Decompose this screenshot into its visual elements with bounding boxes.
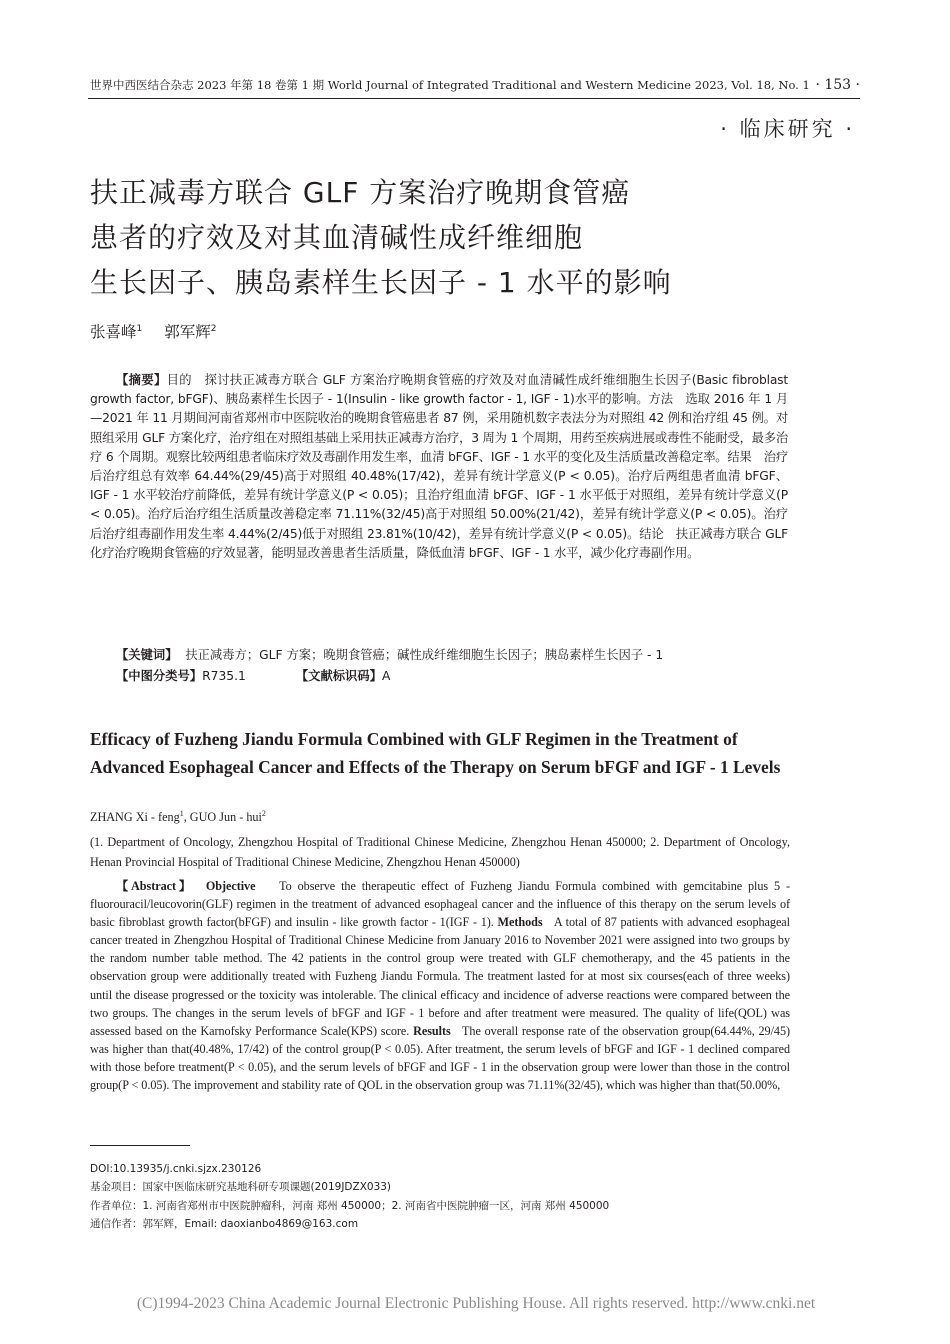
author-name: GUO Jun - hui [189, 810, 262, 825]
abstract-label: 【Abstract】 [116, 879, 194, 893]
chinese-title [90, 170, 870, 305]
header-divider [88, 98, 860, 99]
objective-text: To observe the therapeutic effect of Fuzheng Jiandu Formula combined with gemcitabine plus 5 - fluorouracil/leucovorin(GLF) regimen in the treatment of advanced esophageal cancer and the influence of this therapy on the serum levels of basic fibroblast growth factor(bFGF) and insulin - like growth factor - 1(IGF - 1). [90, 879, 790, 930]
author-name: ZHANG Xi - feng [90, 810, 180, 825]
english-title: Efficacy of Fuzheng Jiandu Formula Combined with GLF Regimen in the Treatment of Advanced Esophageal Cancer and Effects of the Therapy on Serum bFGF and IGF - 1 Levels [90, 729, 781, 777]
chinese-authors [90, 320, 217, 342]
fund-note: 基金项目：国家中医临床研究基地科研专项课题(2019JDZX033) [90, 1181, 392, 1194]
chinese-keywords [116, 646, 816, 665]
abstract-label: 【摘要】 [116, 373, 167, 387]
english-authors: ZHANG Xi - feng$^1$, GUO Jun - hui$^2$ [90, 809, 266, 825]
chinese-title-line: 患者的疗效及对其血清碱性成纤维细胞 [90, 221, 584, 254]
methods-label: Methods [497, 915, 543, 930]
classification-row [116, 667, 816, 686]
author-name: 郭军辉 [164, 323, 211, 341]
doc-code-label: 【文献标识码】 [295, 669, 382, 683]
footnotes [90, 1160, 790, 1233]
chinese-title-line: 扶正减毒方联合 GLF 方案治疗晚期食管癌 [90, 176, 631, 209]
english-abstract [90, 877, 790, 1094]
english-affiliations: (1. Department of Oncology, Zhengzhou Hospital of Traditional Chinese Medicine, Zhengzhou Henan 450000; 2. Department of Oncology, Henan Provincial Hospital of Traditional Chinese Medicine, Zhengzhou Henan 450000) [90, 835, 790, 869]
objective-label: Objective [205, 879, 256, 893]
results-text: The overall response rate of the observation group(64.44%, 29/45) was higher than that(40.48%, 17/42) of the control group(P < 0.05). After treatment, the serum levels of bFGF and IGF - 1 declined compared with those before treatment(P < 0.05), and the serum levels of bFGF and IGF - 1 in the observation group were lower than those in the control group(P < 0.05). The improvement and stability rate of QOL in the observation group was 71.11%(32/45), which was higher than that(50.00%, [90, 1023, 791, 1093]
abstract-text: 目的 探讨扶正减毒方联合 GLF 方案治疗晚期食管癌的疗效及对血清碱性成纤维细胞生长因子(Basic fibroblast growth factor, bFGF)、胰岛素样生长因子 - 1(Insulin - like growth factor - 1, IGF - 1)水平的影响。方法 选取 2016 年 1 月—2021 年 11 月期间河南省郑州市中医院收治的晚期食管癌患者 87 例，采用随机数字表法分为对照组 42 例和治疗组 45 例。对照组采用 GLF 方案化疗，治疗组在对照组基础上采用扶正减毒方治疗，3 周为 1 个周期，用药至疾病进展或毒性不能耐受，最多治疗 6 个周期。观察比较两组患者临床疗效及毒副作用发生率，血清 bFGF、IGF - 1 水平的变化及生活质量改善稳定率。结果 治疗后治疗组总有效率 64.44%(29/45)高于对照组 40.48%(17/42)，差异有统计学意义(P < 0.05)。治疗后两组患者血清 bFGF、IGF - 1 水平较治疗前降低，差异有统计学意义(P < 0.05)；且治疗组血清 bFGF、IGF - 1 水平低于对照组，差异有统计学意义(P < 0.05)。治疗后治疗组生活质量改善稳定率 71.11%(32/45)高于对照组 50.00%(21/42)，差异有统计学意义(P < 0.05)。治疗后治疗组毒副作用发生率 4.44%(2/45)低于对照组 23.81%(10/42)，差异有统计学意义(P < 0.05)。结论 扶正减毒方联合 GLF 化疗治疗晚期食管癌的疗效显著，能明显改善患者生活质量，降低血清 bFGF、IGF - 1 水平，减少化疗毒副作用。 [90, 373, 788, 560]
doi: DOI:10.13935/j.cnki.sjzx.230126 [90, 1163, 262, 1175]
author-affiliation-mark: 1 [179, 809, 184, 818]
chinese-title-line: 生长因子、胰岛素样生长因子 - 1 水平的影响 [90, 266, 672, 299]
footnote-divider [90, 1145, 190, 1146]
journal-citation: 世界中西医结合杂志 2023 年第 18 卷第 1 期 World Journal of Integrated Traditional and Western Medicine 2023, Vol. 18, No. 1 [90, 78, 810, 92]
clc-label: 【中图分类号】 [116, 669, 203, 683]
running-header [90, 74, 860, 96]
section-label: · 临床研究 · [720, 117, 855, 141]
author-units: 作者单位：1. 河南省郑州市中医院肿瘤科，河南 郑州 450000；2. 河南省中医院肿瘤一区，河南 郑州 450000 [90, 1199, 610, 1212]
chinese-abstract [90, 371, 788, 563]
copyright-watermark: (C)1994-2023 China Academic Journal Electronic Publishing House. All rights reserved. http://www.cnki.net [136, 1295, 816, 1312]
keywords-label: 【关键词】 [116, 648, 178, 662]
author-affiliation-mark: 2 [261, 809, 266, 818]
author-name: 张喜峰 [90, 323, 137, 341]
clc-value: R735.1 [202, 669, 246, 683]
author-affiliation-mark: 2 [210, 323, 217, 334]
methods-text: A total of 87 patients with advanced esophageal cancer treated in Zhengzhou Hospital of Traditional Chinese Medicine from January 2016 to November 2021 were assigned into two groups by the random number table method. The 42 patients in the control group were treated with GLF chemotherapy, and the 45 patients in the observation group were additionally treated with Fuzheng Jiandu Formula. The treatment lasted for at most six courses(each of three weeks) until the disease progressed or the toxicity was intolerable. The clinical efficacy and incidence of adverse reactions were compared between the two groups. The changes in the serum levels of bFGF and IGF - 1 before and after treatment were measured. The quality of life(QOL) was assessed based on the Karnofsky Performance Scale(KPS) score. [90, 915, 791, 1038]
author-affiliation-mark: 1 [136, 323, 143, 334]
doc-code-value: A [381, 669, 391, 683]
results-label: Results [413, 1023, 451, 1038]
corresponding-author: 通信作者：郭军辉，Email: daoxianbo4869@163.com [90, 1217, 359, 1230]
keywords-text: 扶正减毒方；GLF 方案；晚期食管癌；碱性成纤维细胞生长因子；胰岛素样生长因子 - 1 [185, 648, 664, 662]
page-number: · 153 · [815, 77, 860, 93]
